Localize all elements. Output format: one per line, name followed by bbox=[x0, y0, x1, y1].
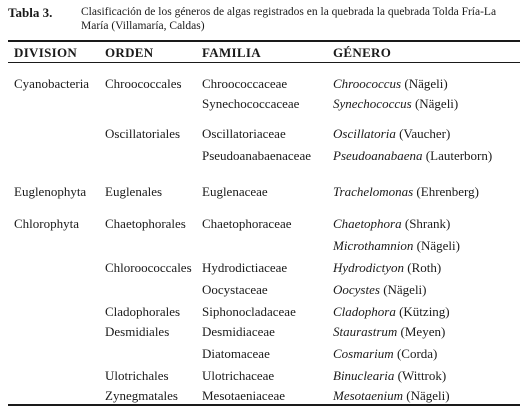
genus-author: (Meyen) bbox=[397, 324, 446, 339]
header-division: DIVISION bbox=[14, 45, 78, 60]
cell-genero bbox=[333, 304, 450, 319]
cell-orden: Chaetophorales bbox=[105, 216, 186, 231]
table-label: Tabla 3. bbox=[8, 5, 53, 20]
genus-author: (Nägeli) bbox=[413, 238, 460, 253]
cell-genero bbox=[333, 216, 450, 231]
cell-orden: Chroococcales bbox=[105, 76, 182, 91]
cell-familia: Siphonocladaceae bbox=[202, 304, 296, 319]
cell-familia: Diatomaceae bbox=[202, 346, 270, 361]
genus-name: Oscillatoria bbox=[333, 126, 396, 141]
cell-genero bbox=[333, 238, 460, 253]
cell-orden: Desmidiales bbox=[105, 324, 170, 339]
genus-name: Binuclearia bbox=[333, 368, 395, 383]
bottom-rule bbox=[8, 404, 520, 406]
cell-genero bbox=[333, 184, 479, 199]
genus-author: (Vaucher) bbox=[395, 126, 451, 141]
genus-author: (Roth) bbox=[404, 260, 442, 275]
genus-name: Synechococcus bbox=[333, 96, 412, 111]
genus-author: (Kützing) bbox=[395, 304, 450, 319]
cell-familia: Synechococcaceae bbox=[202, 96, 300, 111]
cell-genero bbox=[333, 260, 441, 275]
genus-name: Staurastrum bbox=[333, 324, 398, 339]
cell-division: Euglenophyta bbox=[14, 184, 87, 199]
header-orden: ORDEN bbox=[105, 45, 154, 60]
cell-familia: Oscillatoriaceae bbox=[202, 126, 286, 141]
genus-name: Chroococcus bbox=[333, 76, 402, 91]
cell-genero bbox=[333, 324, 445, 339]
cell-familia: Chroococcaceae bbox=[202, 76, 288, 91]
genus-author: (Nägeli) bbox=[403, 388, 450, 403]
cell-genero bbox=[333, 76, 448, 91]
cell-familia: Pseudoanabaenaceae bbox=[202, 148, 311, 163]
cell-genero bbox=[333, 388, 450, 403]
genus-author: (Nägeli) bbox=[379, 282, 427, 297]
cell-genero bbox=[333, 96, 458, 111]
genus-name: Mesotaenium bbox=[333, 388, 404, 403]
header-familia: FAMILIA bbox=[202, 45, 261, 60]
genus-name: Oocystes bbox=[333, 282, 380, 297]
cell-division: Chlorophyta bbox=[14, 216, 79, 231]
cell-orden: Oscillatoriales bbox=[105, 126, 181, 141]
genus-author: (Corda) bbox=[393, 346, 438, 361]
cell-familia: Mesotaeniaceae bbox=[202, 388, 286, 403]
cell-orden: Chloroococcales bbox=[105, 260, 192, 275]
cell-familia: Euglenaceae bbox=[202, 184, 268, 199]
genus-author: (Nägeli) bbox=[401, 76, 448, 91]
cell-genero bbox=[333, 126, 450, 141]
cell-division: Cyanobacteria bbox=[14, 76, 90, 91]
header-genero: GÉNERO bbox=[333, 45, 392, 60]
genus-name: Microthamnion bbox=[333, 238, 414, 253]
genus-name: Chaetophora bbox=[333, 216, 402, 231]
cell-orden: Zynegmatales bbox=[105, 388, 178, 403]
genus-author: (Nägeli) bbox=[411, 96, 459, 111]
header-rule bbox=[8, 62, 520, 63]
cell-genero bbox=[333, 346, 437, 361]
top-rule bbox=[8, 40, 520, 42]
table-caption bbox=[8, 4, 520, 36]
caption-text: Clasificación de los géneros de algas registrados en la quebrada la quebrada Tolda Fría-La María (Villamaría, Caldas) bbox=[81, 6, 497, 32]
genus-author: (Wittrok) bbox=[394, 368, 447, 383]
cell-familia: Oocystaceae bbox=[202, 282, 268, 297]
cell-orden: Ulotrichales bbox=[105, 368, 169, 383]
genus-name: Cladophora bbox=[333, 304, 396, 319]
cell-genero bbox=[333, 282, 427, 297]
genus-author: (Lauterborn) bbox=[422, 148, 493, 163]
cell-genero bbox=[333, 368, 446, 383]
genus-name: Cosmarium bbox=[333, 346, 394, 361]
cell-orden: Euglenales bbox=[105, 184, 163, 199]
genus-author: (Ehrenberg) bbox=[413, 184, 479, 199]
cell-familia: Chaetophoraceae bbox=[202, 216, 292, 231]
cell-genero bbox=[333, 148, 492, 163]
cell-familia: Ulotrichaceae bbox=[202, 368, 275, 383]
genus-name: Pseudoanabaena bbox=[333, 148, 423, 163]
cell-familia: Hydrodictiaceae bbox=[202, 260, 288, 275]
genus-author: (Shrank) bbox=[401, 216, 451, 231]
cell-orden: Cladophorales bbox=[105, 304, 181, 319]
genus-name: Trachelomonas bbox=[333, 184, 414, 199]
cell-familia: Desmidiaceae bbox=[202, 324, 275, 339]
genus-name: Hydrodictyon bbox=[333, 260, 404, 275]
